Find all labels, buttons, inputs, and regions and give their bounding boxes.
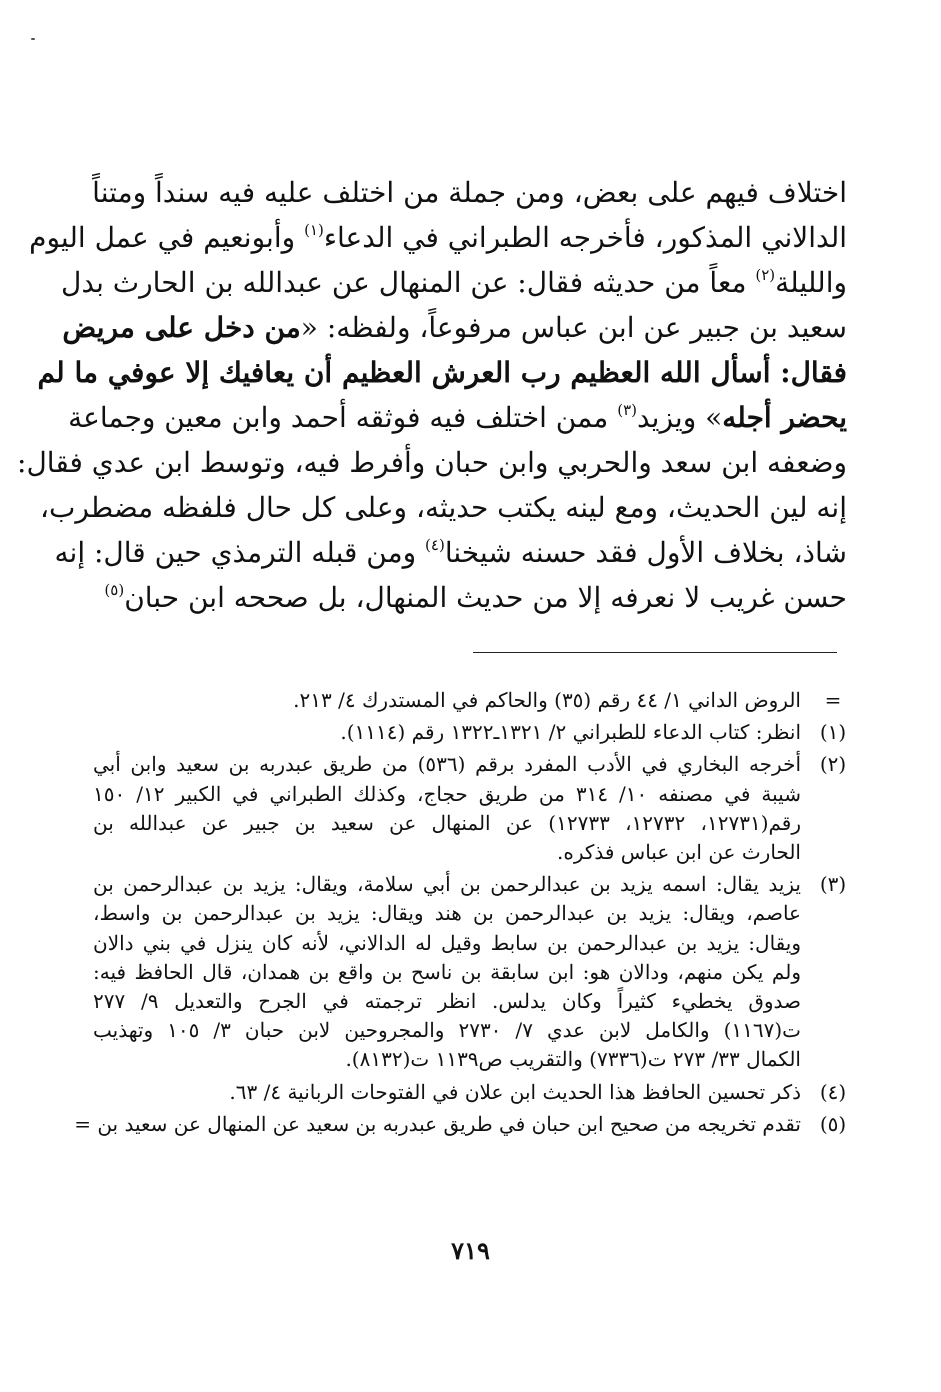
footnote-marker: (٣) (819, 872, 847, 897)
footnote-reference: (٣) (617, 401, 637, 419)
hadith-text-bold: فقال: أسأل الله العظيم رب العرش العظيم أن يعافيك إلا عوفي ما لم (37, 356, 847, 389)
body-text-segment: ومن قبله الترمذي حين قال: إنه (54, 536, 426, 569)
footnote-reference: (٥) (104, 581, 125, 599)
body-line (37, 350, 847, 395)
scan-speck (31, 38, 35, 40)
footnote-line: الروض الداني ١/ ٤٤ رقم (٣٥) والحاكم في المستدرك ٤/ ٢١٣. (293, 688, 801, 712)
body-line (92, 170, 847, 215)
body-text-segment: وأبونعيم في عمل اليوم (29, 221, 305, 254)
page-number: ٧١٩ (451, 1236, 490, 1265)
footnote-divider (473, 652, 837, 653)
footnote-line: ويقال: يزيد بن عبدالرحمن بن سابط وقيل له الدالاني، لأنه كان ينزل في بني دالان (93, 930, 802, 955)
hadith-text-bold: من دخل على مريض (62, 311, 301, 344)
footnote-line: عاصم، ويقال: يزيد بن عبدالرحمن بن هند ويقال: يزيد بن عبدالرحمن بن واسط، (93, 901, 801, 926)
body-text-segment: حسن غريب لا نعرفه إلا من حديث المنهال، بل صححه ابن حبان (124, 581, 847, 614)
footnote-line: ذكر تحسين الحافظ هذا الحديث ابن علان في الفتوحات الربانية ٤/ ٦٣. (229, 1079, 801, 1104)
body-text-segment: شاذ، بخلاف الأول فقد حسنه شيخنا (444, 536, 847, 569)
footnote-line: انظر: كتاب الدعاء للطبراني ٢/ ١٣٢١ـ١٣٢٢ رقم (١١١٤). (340, 720, 801, 745)
footnote-marker: (١) (819, 720, 847, 745)
body-line (54, 530, 847, 575)
hadith-text-bold: يحضر أجله (722, 401, 847, 434)
body-text-segment: وضعفه ابن سعد والحربي وابن حبان وأفرط فيه، وتوسط ابن عدي فقال: (17, 446, 847, 479)
footnote-reference: (٤) (425, 536, 445, 554)
footnotes-section (74, 686, 853, 1142)
footnote-line: شيبة في مصنفه ١٠/ ٣١٤ من طريق حجاج، وكذلك الطبراني في الكبير ١٢/ ١٥٠ (93, 781, 801, 806)
footnote-line: تقدم تخريجه من صحيح ابن حبان في طريق عبدربه بن سعيد عن المنهال عن سعيد بن = (74, 1111, 801, 1136)
body-text-segment: سعيد بن جبير عن ابن عباس مرفوعاً، ولفظه: « (300, 311, 847, 344)
body-line (62, 305, 847, 350)
footnote-line: ولم يكن منهم، ودالان هو: ابن سابقة بن ناسح بن واقع بن همدان، قال الحافظ فيه: (93, 959, 801, 984)
footnote-marker: (٤) (819, 1079, 847, 1104)
body-line (61, 260, 847, 305)
footnote-reference: (١) (304, 221, 324, 239)
body-text-segment: » ويزيد (636, 401, 723, 434)
body-text-segment: الدالاني المذكور، فأخرجه الطبراني في الدعاء (323, 221, 847, 254)
main-body-text (17, 170, 847, 620)
footnote-marker: (٢) (819, 752, 847, 777)
body-line (40, 485, 847, 530)
footnote-line: صدوق يخطيء كثيراً وكان يدلس. انظر ترجمته في الجرح والتعديل ٩/ ٢٧٧ (93, 989, 801, 1014)
footnote-marker: = (824, 688, 842, 712)
body-text-segment: إنه لين الحديث، ومع لينه يكتب حديثه، وعلى كل حال فلفظه مضطرب، (40, 491, 847, 524)
body-line (102, 575, 847, 620)
body-text-segment: معاً من حديثه فقال: عن المنهال عن عبدالله بن الحارث بدل (61, 266, 756, 299)
body-text-segment: اختلاف فيهم على بعض، ومن جملة من اختلف عليه فيه سنداً ومتناً (92, 176, 847, 209)
footnote (93, 686, 853, 715)
footnote-marker: (٥) (819, 1111, 847, 1136)
footnote-line: رقم(١٢٧٣١، ١٢٧٣٢، ١٢٧٣٣) عن المنهال عن سعيد بن جبير عن عبدالله بن (93, 810, 802, 835)
footnote (93, 750, 853, 867)
footnote-line: أخرجه البخاري في الأدب المفرد برقم (٥٣٦) من طريق عبدربه بن سعيد وابن أبي (93, 752, 801, 777)
body-line (68, 395, 847, 440)
body-text-segment: والليلة (775, 266, 847, 299)
body-line (29, 215, 847, 260)
footnote-line: الحارث عن ابن عباس فذكره. (556, 840, 801, 865)
body-text-segment: ممن اختلف فيه فوثقه أحمد وابن معين وجماعة (68, 401, 618, 434)
footnote-reference: (٢) (755, 266, 776, 284)
footnote (93, 1078, 853, 1107)
footnote (93, 870, 853, 1074)
footnote-line: الكمال ٣٣/ ٢٧٣ ت(٧٣٣٦) والتقريب ص١١٣٩ ت(٨١٣٢). (345, 1047, 801, 1072)
body-line (17, 440, 847, 485)
footnote (74, 1110, 853, 1139)
footnote-line: يزيد يقال: اسمه يزيد بن عبدالرحمن بن أبي سلامة، ويقال: يزيد بن عبدالرحمن بن (93, 872, 802, 897)
footnote (93, 718, 853, 747)
footnote-line: ت(١١٦٧) والكامل لابن عدي ٧/ ٢٧٣٠ والمجروحين لابن حبان ٣/ ١٠٥ وتهذيب (93, 1018, 801, 1043)
